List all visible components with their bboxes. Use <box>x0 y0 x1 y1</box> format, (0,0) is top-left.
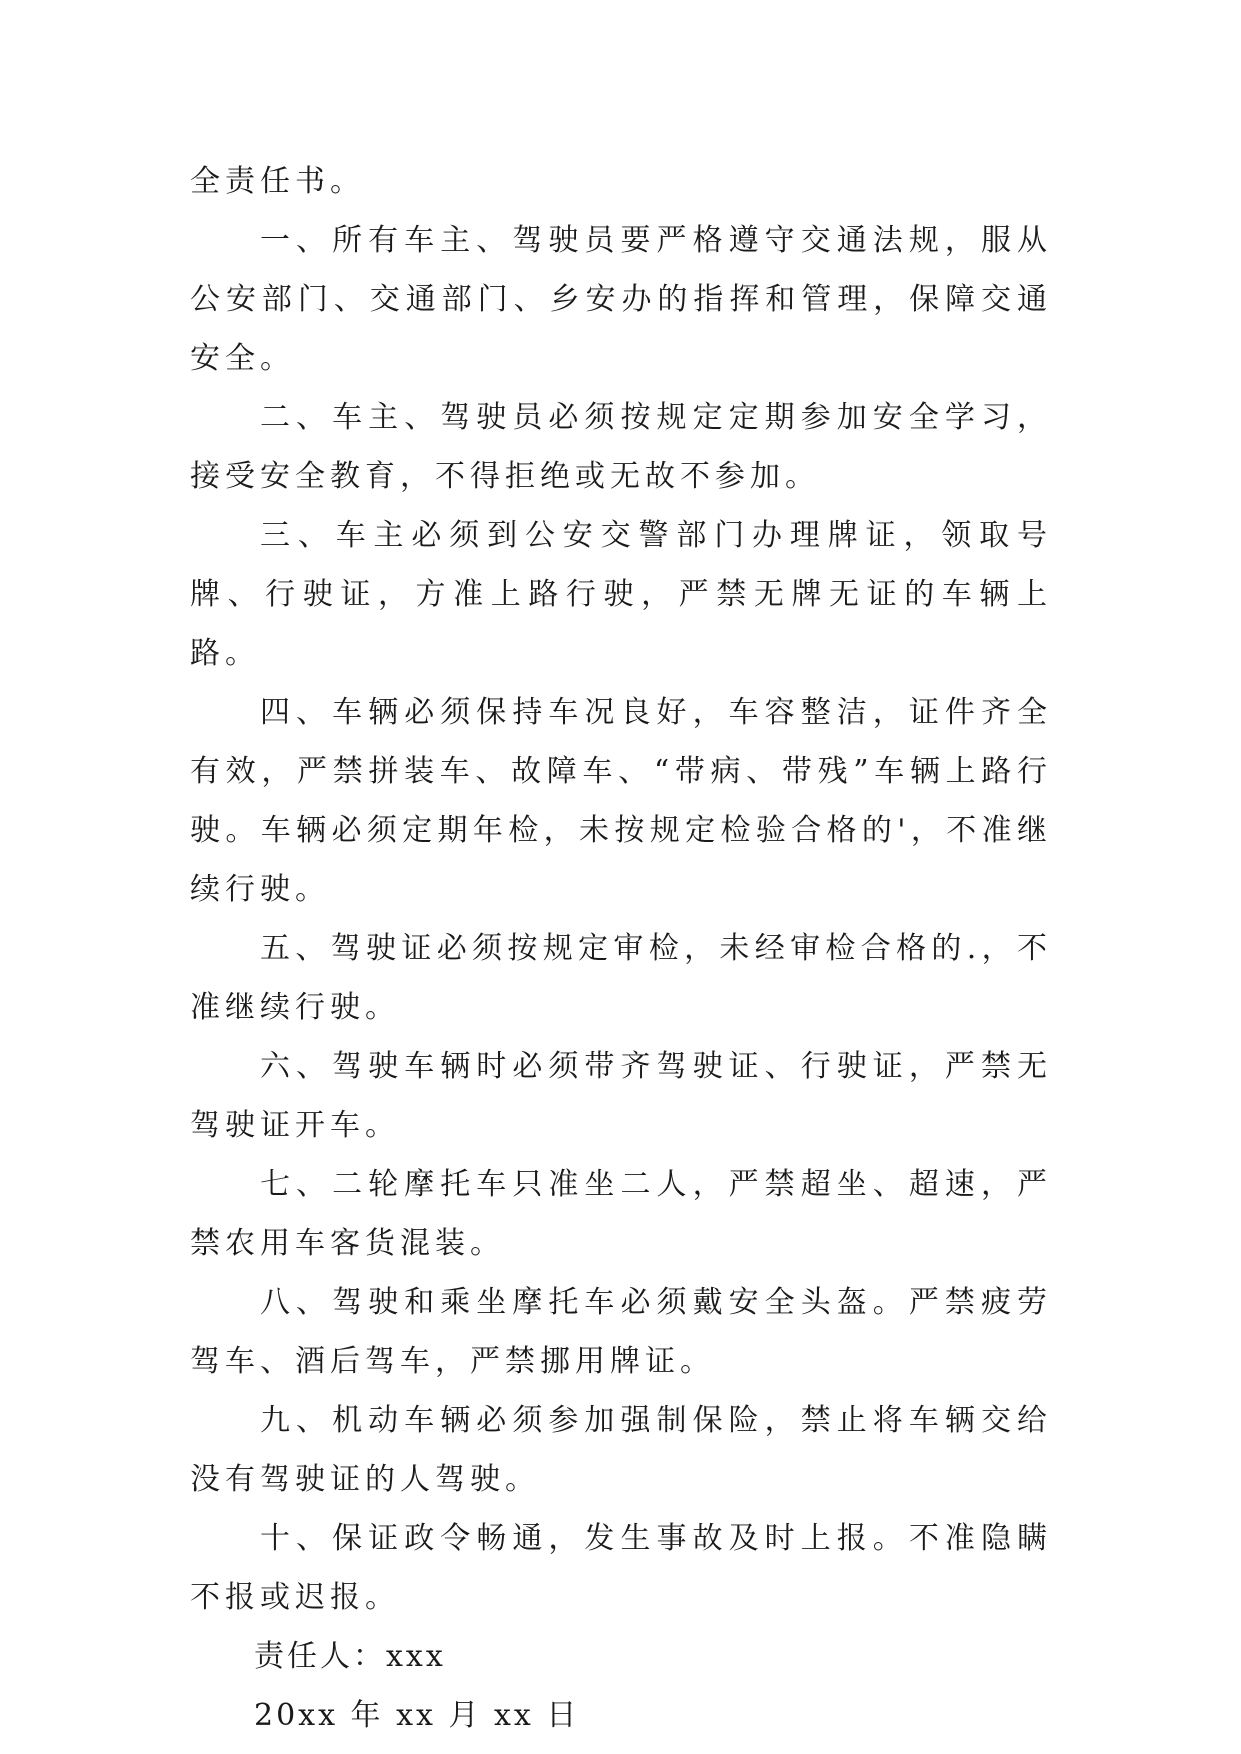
date-line: 20xx 年 xx 月 xx 日 <box>254 1698 580 1733</box>
responsible-person-line: 责任人：xxx <box>254 1639 446 1674</box>
paragraph-item-2: 二、车主、驾驶员必须按规定定期参加安全学习，接受安全教育，不得拒绝或无故不参加。 <box>190 400 1052 494</box>
paragraph-item-10: 十、保证政令畅通，发生事故及时上报。不准隐瞒不报或迟报。 <box>190 1521 1052 1615</box>
paragraph-item-7: 七、二轮摩托车只准坐二人，严禁超坐、超速，严禁农用车客货混装。 <box>190 1167 1052 1261</box>
paragraph-item-8: 八、驾驶和乘坐摩托车必须戴安全头盔。严禁疲劳驾车、酒后驾车，严禁挪用牌证。 <box>190 1285 1052 1379</box>
paragraph-item-9: 九、机动车辆必须参加强制保险，禁止将车辆交给没有驾驶证的人驾驶。 <box>190 1403 1052 1497</box>
paragraph-item-4: 四、车辆必须保持车况良好，车容整洁，证件齐全有效，严禁拼装车、故障车、“带病、带残”车辆上路行驶。车辆必须定期年检，未按规定检验合格的'，不准继续行驶。 <box>190 695 1052 907</box>
paragraph-title-tail: 全责任书。 <box>190 164 365 199</box>
paragraph-item-6: 六、驾驶车辆时必须带齐驾驶证、行驶证，严禁无驾驶证开车。 <box>190 1049 1052 1143</box>
paragraph-item-3: 三、车主必须到公安交警部门办理牌证，领取号牌、行驶证，方准上路行驶，严禁无牌无证的车辆上路。 <box>190 518 1052 671</box>
paragraph-item-5: 五、驾驶证必须按规定审检，未经审检合格的.，不准继续行驶。 <box>190 931 1052 1025</box>
document-body <box>190 152 1052 1745</box>
paragraph-item-1: 一、所有车主、驾驶员要严格遵守交通法规，服从公安部门、交通部门、乡安办的指挥和管理，保障交通安全。 <box>190 223 1052 376</box>
